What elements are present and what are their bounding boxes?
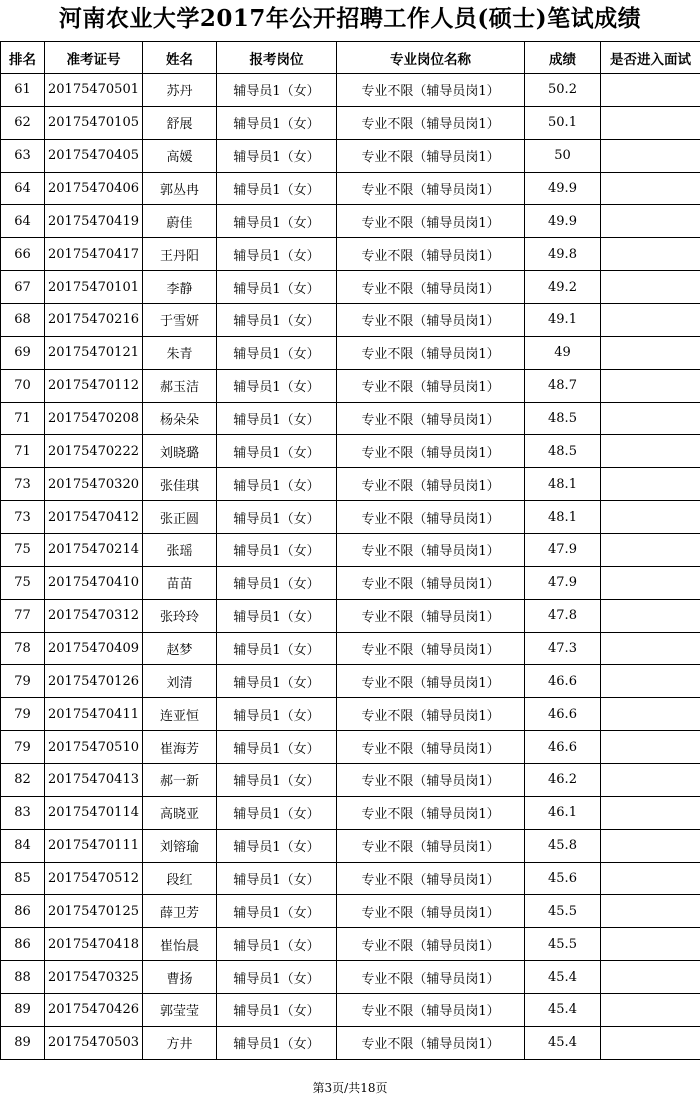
cell-score: 45.8 xyxy=(525,829,601,862)
cell-score: 45.6 xyxy=(525,862,601,895)
cell-name: 薛卫芳 xyxy=(143,895,217,928)
cell-name: 王丹阳 xyxy=(143,238,217,271)
table-row xyxy=(1,665,700,698)
cell-rank: 64 xyxy=(1,205,45,238)
cell-interview xyxy=(601,994,700,1027)
cell-score: 45.4 xyxy=(525,994,601,1027)
cell-interview xyxy=(601,961,700,994)
cell-interview xyxy=(601,665,700,698)
cell-name: 苏丹 xyxy=(143,74,217,107)
cell-exam-id: 20175470405 xyxy=(45,139,143,172)
cell-interview xyxy=(601,829,700,862)
cell-major-position: 专业不限（辅导员岗1） xyxy=(337,698,525,731)
header-score: 成绩 xyxy=(525,42,601,74)
cell-rank: 86 xyxy=(1,928,45,961)
cell-rank: 77 xyxy=(1,599,45,632)
cell-score: 50.2 xyxy=(525,74,601,107)
cell-name: 段红 xyxy=(143,862,217,895)
table-row xyxy=(1,764,700,797)
table-row xyxy=(1,468,700,501)
cell-rank: 63 xyxy=(1,139,45,172)
table-row xyxy=(1,994,700,1027)
table-row xyxy=(1,698,700,731)
table-row xyxy=(1,205,700,238)
cell-exam-id: 20175470105 xyxy=(45,106,143,139)
cell-exam-id: 20175470216 xyxy=(45,304,143,337)
table-row xyxy=(1,599,700,632)
cell-position: 辅导员1（女） xyxy=(217,369,337,402)
cell-major-position: 专业不限（辅导员岗1） xyxy=(337,928,525,961)
cell-exam-id: 20175470501 xyxy=(45,74,143,107)
table-row xyxy=(1,402,700,435)
table-row xyxy=(1,369,700,402)
cell-name: 曹扬 xyxy=(143,961,217,994)
cell-rank: 75 xyxy=(1,566,45,599)
cell-rank: 85 xyxy=(1,862,45,895)
cell-name: 李静 xyxy=(143,271,217,304)
table-row xyxy=(1,928,700,961)
cell-name: 刘清 xyxy=(143,665,217,698)
table-header-row xyxy=(1,42,700,74)
cell-major-position: 专业不限（辅导员岗1） xyxy=(337,238,525,271)
cell-interview xyxy=(601,238,700,271)
table-row xyxy=(1,534,700,567)
cell-score: 49.9 xyxy=(525,172,601,205)
cell-major-position: 专业不限（辅导员岗1） xyxy=(337,895,525,928)
cell-score: 46.2 xyxy=(525,764,601,797)
cell-position: 辅导员1（女） xyxy=(217,106,337,139)
cell-exam-id: 20175470419 xyxy=(45,205,143,238)
table-row xyxy=(1,172,700,205)
table-row xyxy=(1,862,700,895)
cell-position: 辅导员1（女） xyxy=(217,468,337,501)
cell-score: 47.9 xyxy=(525,534,601,567)
cell-position: 辅导员1（女） xyxy=(217,994,337,1027)
cell-score: 48.7 xyxy=(525,369,601,402)
cell-score: 48.5 xyxy=(525,402,601,435)
table-row xyxy=(1,271,700,304)
cell-score: 50 xyxy=(525,139,601,172)
cell-major-position: 专业不限（辅导员岗1） xyxy=(337,402,525,435)
cell-major-position: 专业不限（辅导员岗1） xyxy=(337,829,525,862)
cell-name: 赵梦 xyxy=(143,632,217,665)
cell-rank: 83 xyxy=(1,796,45,829)
table-row xyxy=(1,74,700,107)
cell-major-position: 专业不限（辅导员岗1） xyxy=(337,961,525,994)
cell-position: 辅导员1（女） xyxy=(217,534,337,567)
cell-major-position: 专业不限（辅导员岗1） xyxy=(337,994,525,1027)
table-row xyxy=(1,336,700,369)
cell-exam-id: 20175470325 xyxy=(45,961,143,994)
cell-name: 崔海芳 xyxy=(143,731,217,764)
cell-name: 张正圆 xyxy=(143,501,217,534)
table-row xyxy=(1,829,700,862)
cell-rank: 67 xyxy=(1,271,45,304)
cell-name: 张瑶 xyxy=(143,534,217,567)
cell-position: 辅导员1（女） xyxy=(217,501,337,534)
cell-position: 辅导员1（女） xyxy=(217,205,337,238)
cell-score: 46.6 xyxy=(525,698,601,731)
cell-position: 辅导员1（女） xyxy=(217,862,337,895)
header-major-position: 专业岗位名称 xyxy=(337,42,525,74)
cell-position: 辅导员1（女） xyxy=(217,731,337,764)
cell-exam-id: 20175470126 xyxy=(45,665,143,698)
cell-score: 46.6 xyxy=(525,665,601,698)
cell-rank: 69 xyxy=(1,336,45,369)
cell-exam-id: 20175470413 xyxy=(45,764,143,797)
cell-rank: 82 xyxy=(1,764,45,797)
cell-interview xyxy=(601,336,700,369)
page-footer: 第3页/共18页 xyxy=(312,1081,388,1095)
cell-position: 辅导员1（女） xyxy=(217,698,337,731)
cell-exam-id: 20175470214 xyxy=(45,534,143,567)
cell-major-position: 专业不限（辅导员岗1） xyxy=(337,106,525,139)
cell-score: 49.1 xyxy=(525,304,601,337)
cell-position: 辅导员1（女） xyxy=(217,304,337,337)
cell-name: 郭丛冉 xyxy=(143,172,217,205)
cell-name: 崔怡晨 xyxy=(143,928,217,961)
cell-score: 45.5 xyxy=(525,928,601,961)
cell-name: 杨朵朵 xyxy=(143,402,217,435)
cell-score: 45.4 xyxy=(525,961,601,994)
cell-position: 辅导员1（女） xyxy=(217,1026,337,1059)
cell-rank: 84 xyxy=(1,829,45,862)
cell-name: 张佳琪 xyxy=(143,468,217,501)
table-row xyxy=(1,796,700,829)
table-row xyxy=(1,731,700,764)
cell-position: 辅导员1（女） xyxy=(217,74,337,107)
cell-major-position: 专业不限（辅导员岗1） xyxy=(337,632,525,665)
cell-exam-id: 20175470510 xyxy=(45,731,143,764)
cell-exam-id: 20175470426 xyxy=(45,994,143,1027)
cell-exam-id: 20175470312 xyxy=(45,599,143,632)
cell-score: 47.9 xyxy=(525,566,601,599)
cell-position: 辅导员1（女） xyxy=(217,139,337,172)
cell-interview xyxy=(601,698,700,731)
cell-name: 郭莹莹 xyxy=(143,994,217,1027)
table-row xyxy=(1,238,700,271)
cell-interview xyxy=(601,501,700,534)
cell-exam-id: 20175470121 xyxy=(45,336,143,369)
cell-interview xyxy=(601,1026,700,1059)
cell-position: 辅导员1（女） xyxy=(217,665,337,698)
cell-major-position: 专业不限（辅导员岗1） xyxy=(337,369,525,402)
header-interview: 是否进入面试 xyxy=(601,42,700,74)
table-row xyxy=(1,632,700,665)
cell-interview xyxy=(601,862,700,895)
cell-name: 舒展 xyxy=(143,106,217,139)
cell-interview xyxy=(601,534,700,567)
cell-exam-id: 20175470411 xyxy=(45,698,143,731)
cell-major-position: 专业不限（辅导员岗1） xyxy=(337,534,525,567)
cell-major-position: 专业不限（辅导员岗1） xyxy=(337,862,525,895)
cell-position: 辅导员1（女） xyxy=(217,336,337,369)
cell-exam-id: 20175470409 xyxy=(45,632,143,665)
cell-name: 连亚恒 xyxy=(143,698,217,731)
cell-major-position: 专业不限（辅导员岗1） xyxy=(337,731,525,764)
cell-position: 辅导员1（女） xyxy=(217,566,337,599)
cell-rank: 71 xyxy=(1,435,45,468)
cell-name: 蔚佳 xyxy=(143,205,217,238)
cell-interview xyxy=(601,468,700,501)
cell-exam-id: 20175470208 xyxy=(45,402,143,435)
cell-position: 辅导员1（女） xyxy=(217,599,337,632)
cell-rank: 88 xyxy=(1,961,45,994)
cell-score: 49.2 xyxy=(525,271,601,304)
cell-rank: 71 xyxy=(1,402,45,435)
cell-position: 辅导员1（女） xyxy=(217,632,337,665)
cell-score: 49.9 xyxy=(525,205,601,238)
cell-position: 辅导员1（女） xyxy=(217,796,337,829)
cell-major-position: 专业不限（辅导员岗1） xyxy=(337,599,525,632)
header-rank: 排名 xyxy=(1,42,45,74)
cell-interview xyxy=(601,271,700,304)
cell-name: 张玲玲 xyxy=(143,599,217,632)
cell-major-position: 专业不限（辅导员岗1） xyxy=(337,566,525,599)
cell-exam-id: 20175470418 xyxy=(45,928,143,961)
cell-score: 47.8 xyxy=(525,599,601,632)
table-row xyxy=(1,304,700,337)
cell-major-position: 专业不限（辅导员岗1） xyxy=(337,139,525,172)
cell-name: 刘晓璐 xyxy=(143,435,217,468)
page-title: 河南农业大学2017年公开招聘工作人员(硕士)笔试成绩 xyxy=(58,5,642,32)
cell-interview xyxy=(601,205,700,238)
cell-major-position: 专业不限（辅导员岗1） xyxy=(337,468,525,501)
table-row xyxy=(1,435,700,468)
table-row xyxy=(1,139,700,172)
cell-score: 48.5 xyxy=(525,435,601,468)
header-name: 姓名 xyxy=(143,42,217,74)
cell-major-position: 专业不限（辅导员岗1） xyxy=(337,501,525,534)
cell-exam-id: 20175470111 xyxy=(45,829,143,862)
cell-exam-id: 20175470112 xyxy=(45,369,143,402)
cell-rank: 89 xyxy=(1,1026,45,1059)
cell-rank: 70 xyxy=(1,369,45,402)
cell-score: 49 xyxy=(525,336,601,369)
cell-exam-id: 20175470412 xyxy=(45,501,143,534)
cell-position: 辅导员1（女） xyxy=(217,829,337,862)
cell-exam-id: 20175470222 xyxy=(45,435,143,468)
table-row xyxy=(1,1026,700,1059)
cell-rank: 61 xyxy=(1,74,45,107)
cell-interview xyxy=(601,895,700,928)
cell-rank: 79 xyxy=(1,731,45,764)
cell-rank: 78 xyxy=(1,632,45,665)
cell-interview xyxy=(601,599,700,632)
cell-score: 50.1 xyxy=(525,106,601,139)
table-body xyxy=(1,74,700,1060)
table-row xyxy=(1,961,700,994)
cell-name: 方井 xyxy=(143,1026,217,1059)
cell-major-position: 专业不限（辅导员岗1） xyxy=(337,271,525,304)
cell-major-position: 专业不限（辅导员岗1） xyxy=(337,435,525,468)
cell-major-position: 专业不限（辅导员岗1） xyxy=(337,304,525,337)
cell-position: 辅导员1（女） xyxy=(217,764,337,797)
cell-position: 辅导员1（女） xyxy=(217,238,337,271)
scores-table xyxy=(0,41,700,1060)
header-exam-id: 准考证号 xyxy=(45,42,143,74)
cell-major-position: 专业不限（辅导员岗1） xyxy=(337,796,525,829)
cell-exam-id: 20175470101 xyxy=(45,271,143,304)
cell-interview xyxy=(601,632,700,665)
cell-exam-id: 20175470512 xyxy=(45,862,143,895)
cell-interview xyxy=(601,566,700,599)
table-row xyxy=(1,106,700,139)
cell-name: 高晓亚 xyxy=(143,796,217,829)
cell-interview xyxy=(601,74,700,107)
cell-score: 46.1 xyxy=(525,796,601,829)
cell-exam-id: 20175470406 xyxy=(45,172,143,205)
cell-major-position: 专业不限（辅导员岗1） xyxy=(337,205,525,238)
table-row xyxy=(1,501,700,534)
cell-rank: 73 xyxy=(1,501,45,534)
cell-interview xyxy=(601,139,700,172)
cell-score: 48.1 xyxy=(525,501,601,534)
cell-interview xyxy=(601,172,700,205)
cell-name: 朱青 xyxy=(143,336,217,369)
cell-position: 辅导员1（女） xyxy=(217,895,337,928)
cell-major-position: 专业不限（辅导员岗1） xyxy=(337,74,525,107)
cell-position: 辅导员1（女） xyxy=(217,435,337,468)
cell-score: 48.1 xyxy=(525,468,601,501)
cell-major-position: 专业不限（辅导员岗1） xyxy=(337,172,525,205)
cell-interview xyxy=(601,796,700,829)
cell-rank: 68 xyxy=(1,304,45,337)
cell-interview xyxy=(601,731,700,764)
cell-major-position: 专业不限（辅导员岗1） xyxy=(337,1026,525,1059)
cell-exam-id: 20175470417 xyxy=(45,238,143,271)
cell-rank: 86 xyxy=(1,895,45,928)
cell-interview xyxy=(601,304,700,337)
cell-rank: 66 xyxy=(1,238,45,271)
cell-major-position: 专业不限（辅导员岗1） xyxy=(337,764,525,797)
cell-interview xyxy=(601,369,700,402)
cell-score: 45.4 xyxy=(525,1026,601,1059)
cell-rank: 62 xyxy=(1,106,45,139)
cell-rank: 79 xyxy=(1,698,45,731)
cell-exam-id: 20175470503 xyxy=(45,1026,143,1059)
cell-position: 辅导员1（女） xyxy=(217,271,337,304)
table-row xyxy=(1,566,700,599)
cell-interview xyxy=(601,928,700,961)
cell-major-position: 专业不限（辅导员岗1） xyxy=(337,336,525,369)
cell-exam-id: 20175470125 xyxy=(45,895,143,928)
cell-interview xyxy=(601,106,700,139)
cell-rank: 89 xyxy=(1,994,45,1027)
cell-name: 刘镕瑜 xyxy=(143,829,217,862)
cell-name: 于雪妍 xyxy=(143,304,217,337)
cell-major-position: 专业不限（辅导员岗1） xyxy=(337,665,525,698)
cell-position: 辅导员1（女） xyxy=(217,402,337,435)
cell-rank: 64 xyxy=(1,172,45,205)
cell-position: 辅导员1（女） xyxy=(217,172,337,205)
header-position: 报考岗位 xyxy=(217,42,337,74)
cell-position: 辅导员1（女） xyxy=(217,961,337,994)
cell-interview xyxy=(601,435,700,468)
cell-name: 郝一新 xyxy=(143,764,217,797)
cell-exam-id: 20175470114 xyxy=(45,796,143,829)
cell-interview xyxy=(601,764,700,797)
cell-exam-id: 20175470410 xyxy=(45,566,143,599)
cell-score: 49.8 xyxy=(525,238,601,271)
cell-score: 45.5 xyxy=(525,895,601,928)
cell-score: 46.6 xyxy=(525,731,601,764)
cell-position: 辅导员1（女） xyxy=(217,928,337,961)
cell-name: 苗苗 xyxy=(143,566,217,599)
cell-name: 郝玉洁 xyxy=(143,369,217,402)
cell-rank: 73 xyxy=(1,468,45,501)
table-row xyxy=(1,895,700,928)
cell-rank: 79 xyxy=(1,665,45,698)
cell-name: 高媛 xyxy=(143,139,217,172)
cell-score: 47.3 xyxy=(525,632,601,665)
cell-exam-id: 20175470320 xyxy=(45,468,143,501)
cell-interview xyxy=(601,402,700,435)
cell-rank: 75 xyxy=(1,534,45,567)
